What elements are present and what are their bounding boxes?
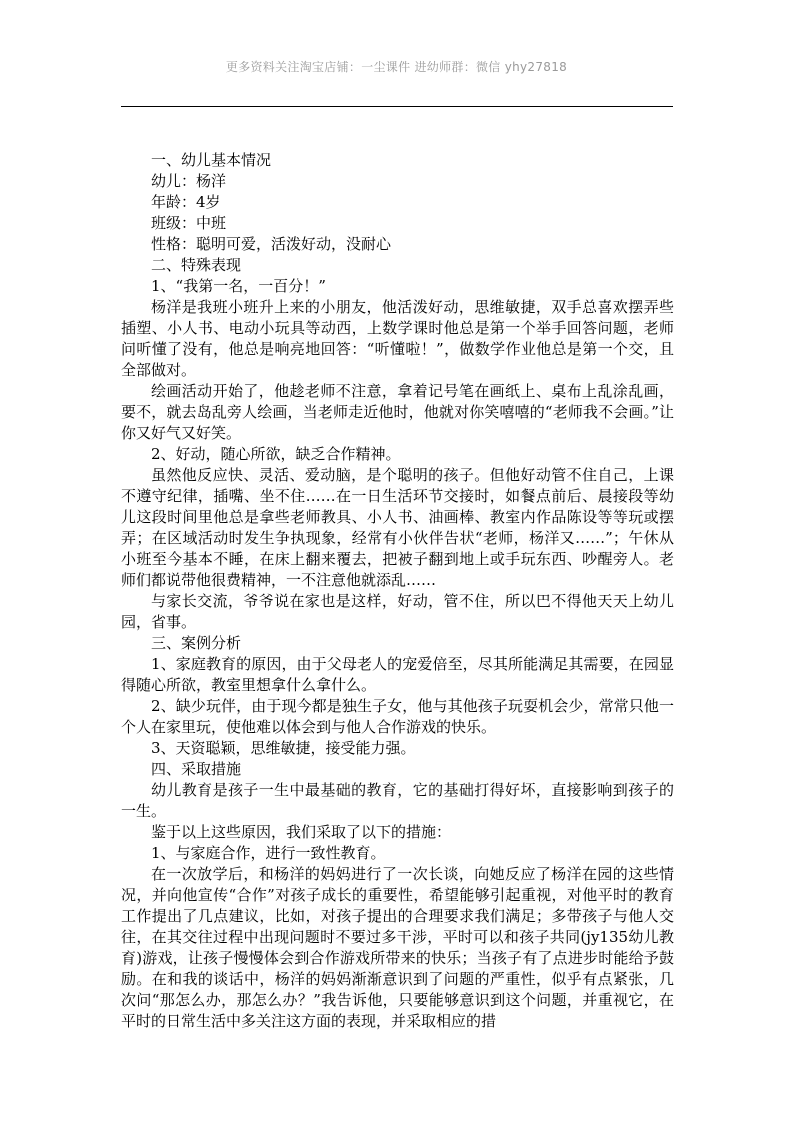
info-line-personality: 性格：聪明可爱，活泼好动，没耐心: [151, 235, 392, 253]
section-heading-special-behavior: 二、特殊表现: [151, 256, 242, 274]
measure-item-1: 1、与家庭合作，进行一致性教育。: [151, 844, 386, 862]
page-header-note: 更多资料关注淘宝店铺：一尘课件 进幼师群：微信 yhy27818: [225, 60, 568, 74]
analysis-item-3: 3、天资聪颖，思维敏捷，接受能力强。: [151, 739, 416, 757]
paragraph: 杨洋是我班小班升上来的小朋友，他活泼好动，思维敏捷，双手总喜欢摆弄些插塑、小人书、电动小玩具等动西，上数学课时他总是第一个举手回答问题，老师问听懂了没有，他总是响亮地回答：“听懂啦！”，做数学作业他总是第一个交，且全部做对。: [121, 298, 674, 379]
info-line-age: 年龄：4岁: [151, 193, 221, 211]
paragraph: 幼儿教育是孩子一生中最基础的教育，它的基础打得好坏，直接影响到孩子的一生。: [121, 781, 674, 820]
paragraph: 绘画活动开始了，他趁老师不注意，拿着记号笔在画纸上、桌布上乱涂乱画，要不，就去岛乱旁人绘画，当老师走近他时，他就对你笑嘻嘻的“老师我不会画。”让你又好气又好笑。: [121, 382, 674, 442]
section-heading-basic-info: 一、幼儿基本情况: [151, 151, 272, 169]
header-divider: [121, 106, 673, 107]
section-heading-measures: 四、采取措施: [151, 760, 242, 778]
document-body: [121, 150, 674, 1032]
paragraph: 与家长交流，爷爷说在家也是这样，好动，管不住，所以巴不得他天天上幼儿园，省事。: [121, 592, 674, 631]
paragraph: 虽然他反应快、灵活、爱动脑，是个聪明的孩子。但他好动管不住自己，上课不遵守纪律，插嘴、坐不住……在一日生活环节交接时，如餐点前后、晨接段等幼儿这段时间里他总是拿些老师教具、小人书、油画棒、教室内作品陈设等等玩或摆弄；在区域活动时发生争执现象，经常有小伙伴告状“老师，杨洋又……”；午休从小班至今基本不睡，在床上翻来覆去，把被子翻到地上或手玩东西、吵醒旁人。老师们都说带他很费精神，一不注意他就添乱……: [121, 466, 674, 589]
paragraph: 在一次放学后，和杨洋的妈妈进行了一次长谈，向她反应了杨洋在园的这些情况，并向他宣传“合作”对孩子成长的重要性，希望能够引起重视，对他平时的教育工作提出了几点建议，比如，对孩子提出的合理要求我们满足；多带孩子与他人交往，在其交往过程中出现问题时不要过多干涉，平时可以和孩子共同(jy135幼儿教育)游戏，让孩子慢慢体会到合作游戏所带来的快乐；当孩子有了点进步时能给予鼓励。在和我的谈话中，杨洋的妈妈渐渐意识到了问题的严重性，似乎有点紧张，几次问“那怎么办，那怎么办？”我告诉他，只要能够意识到这个问题，并重视它，在平时的日常生活中多关注这方面的表现，并采取相应的措: [121, 865, 674, 1030]
info-line-name: 幼儿：杨洋: [151, 172, 227, 190]
analysis-item-2: 2、缺少玩伴，由于现今都是独生子女，他与其他孩子玩耍机会少，常常只他一个人在家里玩，使他难以体会到与他人合作游戏的快乐。: [121, 697, 674, 736]
paragraph: 鉴于以上这些原因，我们采取了以下的措施：: [151, 823, 452, 841]
section-heading-case-analysis: 三、案例分析: [151, 634, 242, 652]
subheading-active-willful: 2、好动，随心所欲，缺乏合作精神。: [151, 445, 401, 463]
subheading-first-place: 1、“我第一名，一百分！”: [151, 277, 326, 295]
info-line-class: 班级：中班: [151, 214, 227, 232]
analysis-item-1: 1、家庭教育的原因，由于父母老人的宠爱倍至，尽其所能满足其需要，在园显得随心所欲，教室里想拿什么拿什么。: [121, 655, 674, 694]
